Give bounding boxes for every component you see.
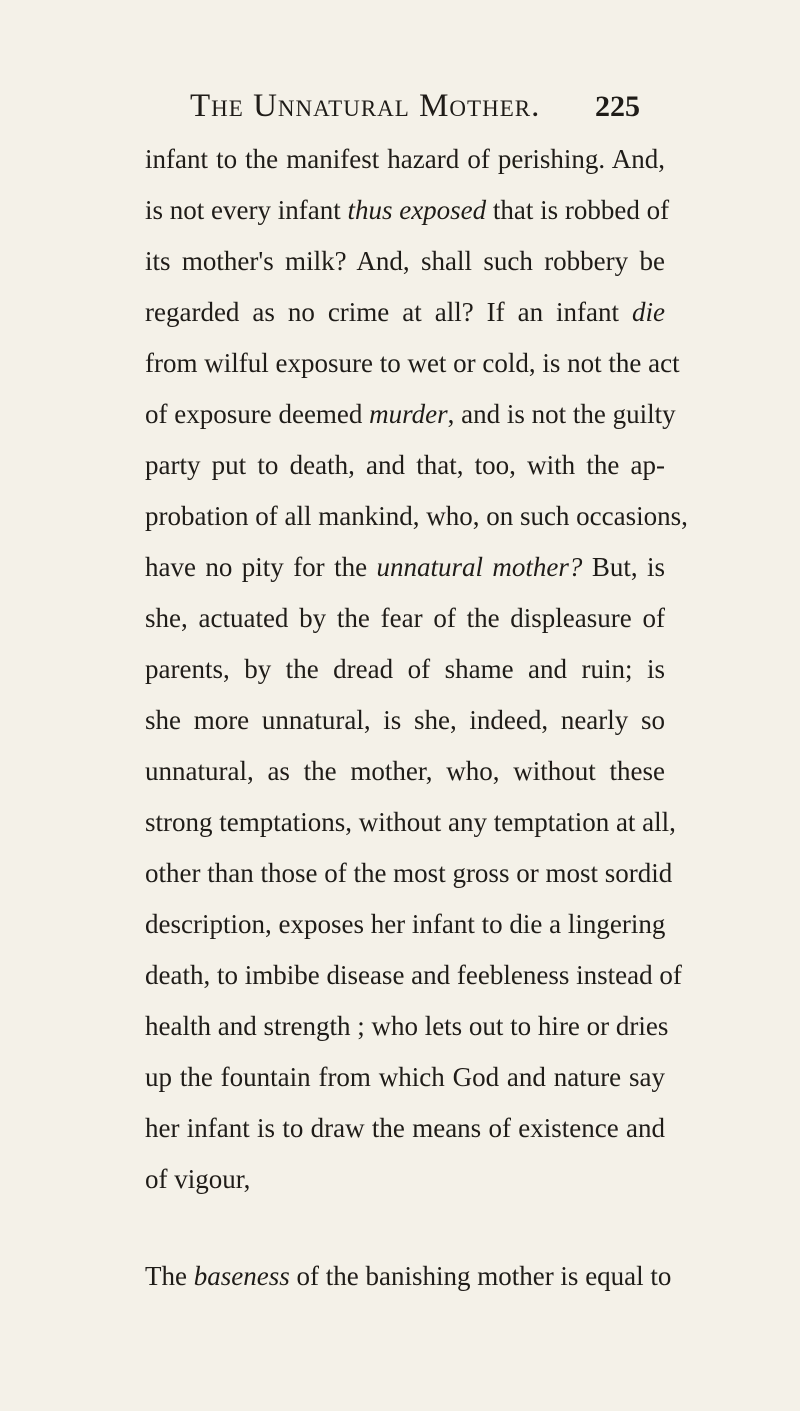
running-title: The Unnatural Mother. (190, 88, 541, 124)
text-line: from wilful exposure to wet or cold, is not the act (145, 348, 680, 378)
body-text (145, 134, 688, 1302)
paragraph (145, 1251, 672, 1302)
text-line: of vigour, (145, 1164, 251, 1194)
italic-emphasis: murder (369, 399, 448, 429)
line-text-roman: is not every infant (145, 195, 348, 225)
text-line: its mother's milk? And, shall such robbery be (145, 246, 665, 276)
text-line: infant to the manifest hazard of perishing. And, (145, 144, 665, 174)
italic-emphasis: thus exposed (347, 195, 487, 225)
text-line: description, exposes her infant to die a lingering (145, 909, 666, 939)
paragraph (145, 134, 688, 1205)
line-text-roman: of the banishing mother is equal to (289, 1261, 672, 1291)
text-line: health and strength ; who lets out to hire or dries (145, 1011, 669, 1041)
text-line (145, 287, 665, 338)
text-line: death, to imbibe disease and feebleness instead of (145, 960, 682, 990)
italic-emphasis: unnatural mother? (376, 552, 583, 582)
line-text-roman: , and is not the guilty (447, 399, 676, 429)
page-number: 225 (595, 90, 640, 123)
italic-emphasis: die (632, 297, 665, 327)
line-text-roman: The (145, 1261, 194, 1291)
text-line: she, actuated by the fear of the displeasure of (145, 603, 665, 633)
text-line: party put to death, and that, too, with the ap- (145, 450, 665, 480)
text-line: she more unnatural, is she, indeed, nearly so (145, 705, 665, 735)
line-text-roman: regarded as no crime at all? If an infant (145, 297, 632, 327)
paragraph-gap (145, 1205, 665, 1251)
text-line: probation of all mankind, who, on such occasions, (145, 501, 688, 531)
text-line (145, 185, 670, 236)
line-text-roman: that is robbed of (486, 195, 670, 225)
line-text-roman: of exposure deemed (145, 399, 370, 429)
italic-emphasis: baseness (193, 1261, 290, 1291)
page-header (190, 88, 640, 128)
text-line: her infant is to draw the means of existence and (145, 1113, 665, 1143)
text-line: up the fountain from which God and nature say (145, 1062, 665, 1092)
text-line (145, 389, 676, 440)
text-line: other than those of the most gross or most sordid (145, 858, 673, 888)
text-line: unnatural, as the mother, who, without these (145, 756, 665, 786)
text-line (145, 1251, 672, 1302)
text-line (145, 542, 665, 593)
text-line: strong temptations, without any temptation at all, (145, 807, 676, 837)
text-line: parents, by the dread of shame and ruin; is (145, 654, 665, 684)
line-text-roman: But, is (582, 552, 665, 582)
line-text-roman: have no pity for the (145, 552, 377, 582)
